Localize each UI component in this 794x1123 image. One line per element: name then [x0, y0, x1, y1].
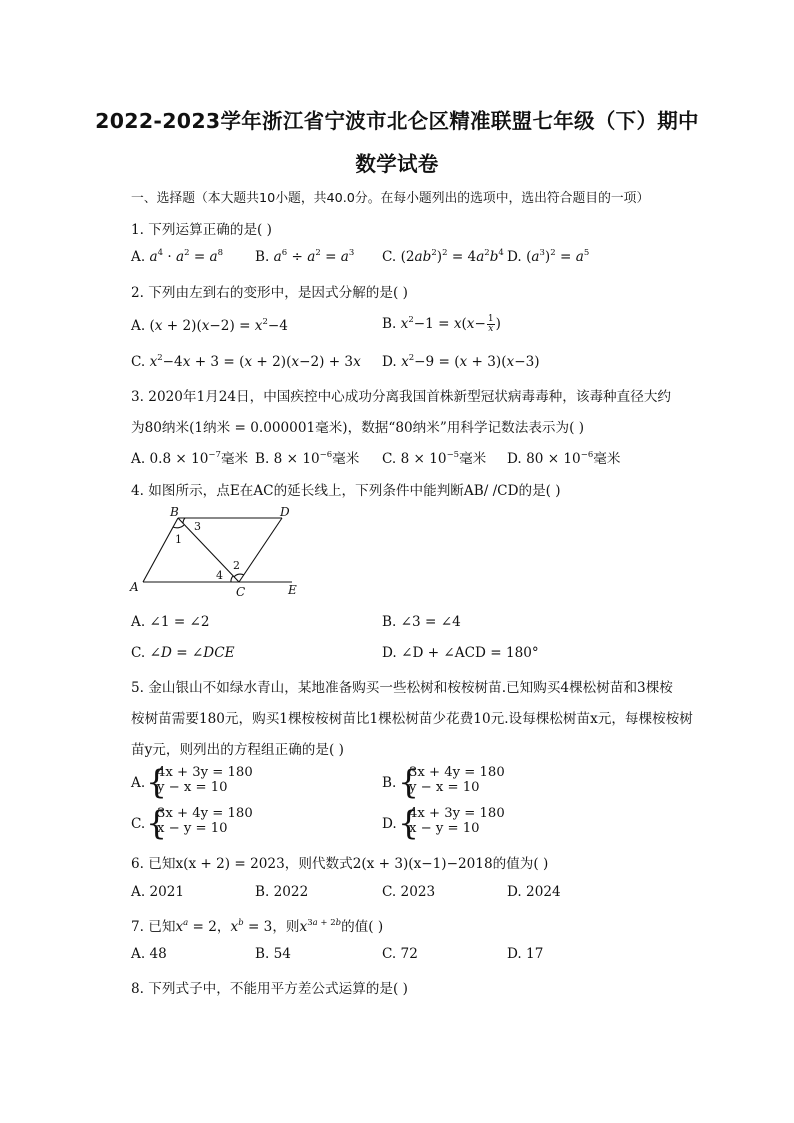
q3-option-d-math: $80 \times 10^{-6}$毫米: [526, 450, 621, 467]
q1-option-c-math: $(2ab^2)^2 = 4a^2b^4$: [400, 248, 504, 265]
q2-option-b-math: $x^2-1 = x(x-$ $\frac{1}{x}$ ): [400, 314, 501, 334]
q1-option-c-letter: C.: [382, 249, 397, 265]
q1-option-b-math: $a^6 \div a^2 = a^3$: [273, 248, 355, 265]
question-3-line2: 为80纳米(1纳米 = 0.000001毫米)，数据“80纳米”用科学记数法表示为( ): [131, 420, 585, 436]
q1-option-c[interactable]: [382, 249, 504, 265]
arc-3: [183, 518, 185, 523]
q3-option-d[interactable]: [507, 447, 620, 467]
q6-option-b[interactable]: B. 2022: [255, 884, 309, 900]
q4-option-a-math: ∠1 = ∠2: [149, 614, 210, 630]
q5-option-d-system: [409, 807, 505, 836]
section-heading: 一、选择题（本大题共10小题，共40.0分。在每小题列出的选项中，选出符合题目的一项）: [131, 191, 650, 206]
q4-option-b-letter: B.: [382, 614, 397, 630]
q2-option-a[interactable]: [131, 318, 288, 334]
q5-option-c-brace: {: [146, 803, 167, 842]
q5-option-c-letter: C.: [131, 816, 146, 832]
q7-option-c[interactable]: C. 72: [382, 946, 418, 962]
exam-title-line1: 2022-2023学年浙江省宁波市北仑区精准联盟七年级（下）期中: [95, 109, 699, 133]
q4-option-b-math: ∠3 = ∠4: [400, 614, 461, 630]
q3-option-a-letter: A.: [131, 451, 146, 467]
q1-option-d-math: $(a^3)^2 = a^5$: [526, 248, 590, 265]
question-5-line1: 5. 金山银山不如绿水青山，某地准备购买一些松树和桉桉树苗.已知购买4棵松树苗和3棵桉: [131, 680, 673, 696]
q5-option-d-brace: {: [398, 803, 419, 842]
q5-option-a-eq1: 4x + 3y = 180: [157, 765, 253, 780]
q5-option-a-system: [157, 766, 253, 795]
q1-option-d[interactable]: [507, 249, 589, 265]
q2-option-b[interactable]: [382, 315, 501, 334]
question-2-stem: 2. 下列由左到右的变形中，是因式分解的是( ): [131, 285, 408, 301]
q6-option-c[interactable]: C. 2023: [382, 884, 436, 900]
q1-option-b[interactable]: [255, 249, 354, 265]
question-7-stem: [131, 915, 383, 935]
q6-option-d[interactable]: D. 2024: [507, 884, 561, 900]
q3-option-a-math: $0.8 \times 10^{-7}$毫米: [149, 450, 249, 467]
q5-option-b-system: [409, 766, 505, 795]
q5-option-d-letter: D.: [382, 816, 397, 832]
q3-option-b-letter: B.: [255, 451, 270, 467]
q5-option-a-eq2: y − x = 10: [157, 779, 228, 795]
question-5-line3: 苗y元，则列出的方程组正确的是( ): [131, 742, 344, 758]
q2-option-d-math: $x^2-9 = (x + 3)(x-3)$: [401, 353, 540, 370]
question-3-line1: 3. 2020年1月24日，中国疾控中心成功分离我国首株新型冠状病毒毒种，该毒种直径大约: [131, 389, 672, 405]
angle-label-3: 3: [194, 520, 201, 533]
q2-option-d[interactable]: [382, 354, 540, 370]
q4-option-b[interactable]: [382, 614, 461, 630]
q4-option-c[interactable]: [131, 645, 235, 661]
label-e: E: [288, 583, 297, 597]
label-b: B: [170, 505, 179, 519]
q7-option-d[interactable]: D. 17: [507, 946, 544, 962]
q2-option-a-math: $(x + 2)(x-2) = x^2-4$: [149, 317, 288, 334]
q4-option-d-letter: D.: [382, 645, 397, 661]
q5-option-b-eq2: y − x = 10: [409, 779, 480, 795]
arc-4: [231, 576, 233, 582]
q1-option-a[interactable]: [131, 249, 223, 265]
q1-option-b-letter: B.: [255, 249, 270, 265]
q5-option-d-eq1: 4x + 3y = 180: [409, 806, 505, 821]
question-7-math: 7. 已知$x^a = 2$，$x^b = 3$，则$x^{3a + 2b}$的值( ): [131, 918, 384, 935]
line-dc: [239, 518, 282, 582]
q4-option-a[interactable]: [131, 614, 210, 630]
q3-option-a[interactable]: [131, 447, 248, 467]
angle-label-4: 4: [216, 569, 223, 582]
q5-option-c-eq1: 3x + 4y = 180: [157, 806, 253, 821]
q2-option-c-math: $x^2-4x + 3 = (x + 2)(x-2) + 3x$: [149, 353, 361, 370]
question-6-stem: 6. 已知x(x + 2) = 2023，则代数式2(x + 3)(x−1)−2018的值为( ): [131, 856, 549, 872]
line-ab: [143, 518, 178, 582]
q5-option-a-letter: A.: [131, 775, 146, 791]
q3-option-c-letter: C.: [382, 451, 397, 467]
q4-option-c-math: ∠D = ∠DCE: [149, 645, 235, 661]
q2-option-b-letter: B.: [382, 316, 397, 332]
arc-1: [173, 525, 184, 528]
q4-option-a-letter: A.: [131, 614, 146, 630]
angle-label-2: 2: [233, 559, 240, 572]
q3-option-b-math: $8 \times 10^{-6}$毫米: [273, 450, 360, 467]
q4-option-d-math: ∠D + ∠ACD = 180°: [401, 645, 539, 661]
question-5-line2: 桉树苗需要180元，购买1棵桉桉树苗比1棵松树苗少花费10元.设每棵松树苗x元，每棵桉桉树: [131, 711, 693, 727]
q5-option-c-system: [157, 807, 253, 836]
q4-option-c-letter: C.: [131, 645, 146, 661]
q5-option-d-eq2: x − y = 10: [409, 820, 480, 836]
q2-option-c-letter: C.: [131, 354, 146, 370]
q5-option-b-brace: {: [398, 762, 419, 801]
q6-option-a[interactable]: A. 2021: [131, 884, 185, 900]
q1-option-a-letter: A.: [131, 249, 146, 265]
q3-option-b[interactable]: [255, 447, 359, 467]
label-c: C: [236, 585, 246, 599]
question-1-stem: 1. 下列运算正确的是( ): [131, 222, 272, 238]
q7-option-b[interactable]: B. 54: [255, 946, 291, 962]
line-bc: [178, 518, 239, 582]
q2-option-d-letter: D.: [382, 354, 397, 370]
angle-label-1: 1: [175, 533, 182, 546]
question-4-stem: 4. 如图所示，点E在AC的延长线上，下列条件中能判断AB/ /CD的是( ): [131, 483, 561, 499]
q2-option-c[interactable]: [131, 354, 361, 370]
q5-option-c-eq2: x − y = 10: [157, 820, 228, 836]
q5-option-b-eq1: 3x + 4y = 180: [409, 765, 505, 780]
question-8-stem: 8. 下列式子中，不能用平方差公式运算的是( ): [131, 981, 408, 997]
exam-title-line2: 数学试卷: [355, 152, 439, 176]
label-a: A: [130, 580, 139, 594]
q5-option-a-brace: {: [146, 762, 167, 801]
q3-option-d-letter: D.: [507, 451, 522, 467]
q3-option-c-math: $8 \times 10^{-5}$毫米: [400, 450, 487, 467]
q5-option-b-letter: B.: [382, 775, 397, 791]
label-d: D: [280, 505, 290, 519]
q2-option-a-letter: A.: [131, 318, 146, 334]
q1-option-a-math: $a^4 \cdot a^2 = a^8$: [149, 248, 224, 265]
q7-option-a[interactable]: A. 48: [131, 946, 167, 962]
q1-option-d-letter: D.: [507, 249, 522, 265]
q3-option-c[interactable]: [382, 447, 486, 467]
q4-geometry-figure: [126, 505, 306, 600]
q4-option-d[interactable]: [382, 645, 539, 661]
